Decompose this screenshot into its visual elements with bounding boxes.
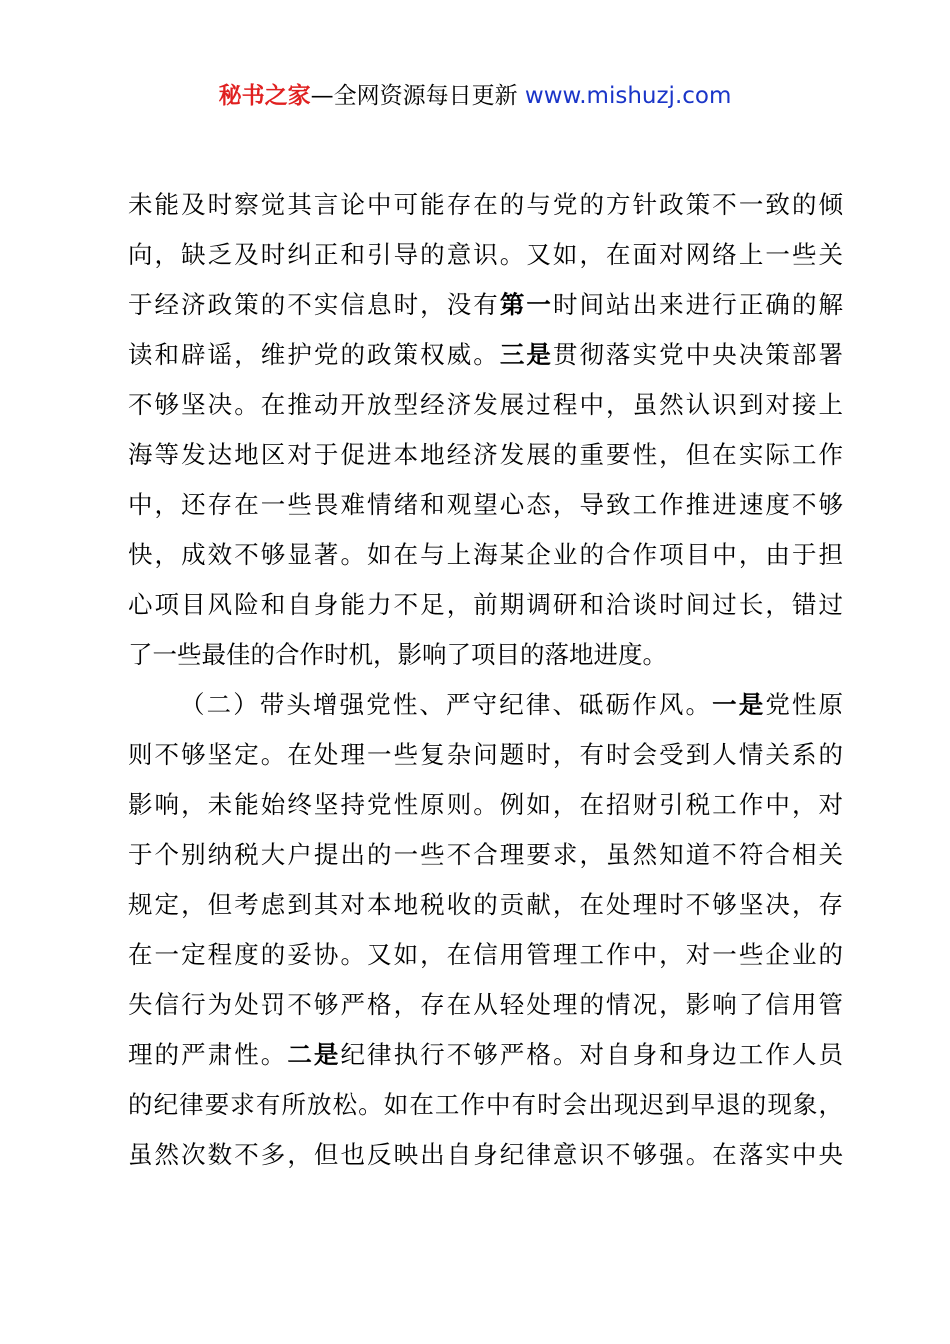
text-line: 向，缺乏及时纠正和引导的意识。又如，在面对网络上一些关 (128, 240, 843, 269)
document-body (128, 180, 843, 1180)
bold-keyword: 第一 (499, 290, 553, 319)
site-url-link[interactable]: www.mishuzj.com (524, 83, 732, 109)
text-line: 则不够坚定。在处理一些复杂问题时，有时会受到人情关系的 (128, 740, 843, 769)
text-line: 理的严肃性。二是纪律执行不够严格。对自身和身边工作人员 (128, 1040, 844, 1069)
text-line: 海等发达地区对于促进本地经济发展的重要性，但在实际工作 (128, 440, 843, 469)
text-line: 中，还存在一些畏难情绪和观望心态，导致工作推进速度不够 (128, 490, 843, 519)
text-line: 在一定程度的妥协。又如，在信用管理工作中，对一些企业的 (128, 940, 843, 969)
text-line: 影响，未能始终坚持党性原则。例如，在招财引税工作中，对 (128, 790, 843, 819)
bold-keyword: 三是 (499, 340, 553, 369)
page-header (0, 78, 950, 114)
text-line: 于经济政策的不实信息时，没有第一时间站出来进行正确的解 (128, 290, 844, 319)
bold-keyword: 一是 (712, 690, 766, 719)
header-tagline: —全网资源每日更新 (310, 83, 518, 109)
text-line: 的纪律要求有所放松。如在工作中有时会出现迟到早退的现象， (128, 1090, 843, 1119)
bold-keyword: 二是 (287, 1040, 341, 1069)
text-line: 读和辟谣，维护党的政策权威。三是贯彻落实党中央决策部署 (128, 340, 844, 369)
text-line: 心项目风险和自身能力不足，前期调研和洽谈时间过长，错过 (128, 590, 843, 619)
text-line: 于个别纳税大户提出的一些不合理要求，虽然知道不符合相关 (128, 840, 843, 869)
text-line: 规定，但考虑到其对本地税收的贡献，在处理时不够坚决，存 (128, 890, 843, 919)
text-line: 了一些最佳的合作时机，影响了项目的落地进度。 (128, 640, 667, 669)
text-line: （二）带头增强党性、严守纪律、砥砺作风。一是党性原 (180, 690, 844, 719)
text-line: 失信行为处罚不够严格，存在从轻处理的情况，影响了信用管 (128, 990, 843, 1019)
text-line: 虽然次数不多，但也反映出自身纪律意识不够强。在落实中央 (128, 1140, 843, 1169)
text-line: 不够坚决。在推动开放型经济发展过程中，虽然认识到对接上 (128, 390, 843, 419)
text-line: 快，成效不够显著。如在与上海某企业的合作项目中，由于担 (128, 540, 843, 569)
text-line: 未能及时察觉其言论中可能存在的与党的方针政策不一致的倾 (128, 190, 843, 219)
brand-name: 秘书之家 (218, 83, 311, 109)
